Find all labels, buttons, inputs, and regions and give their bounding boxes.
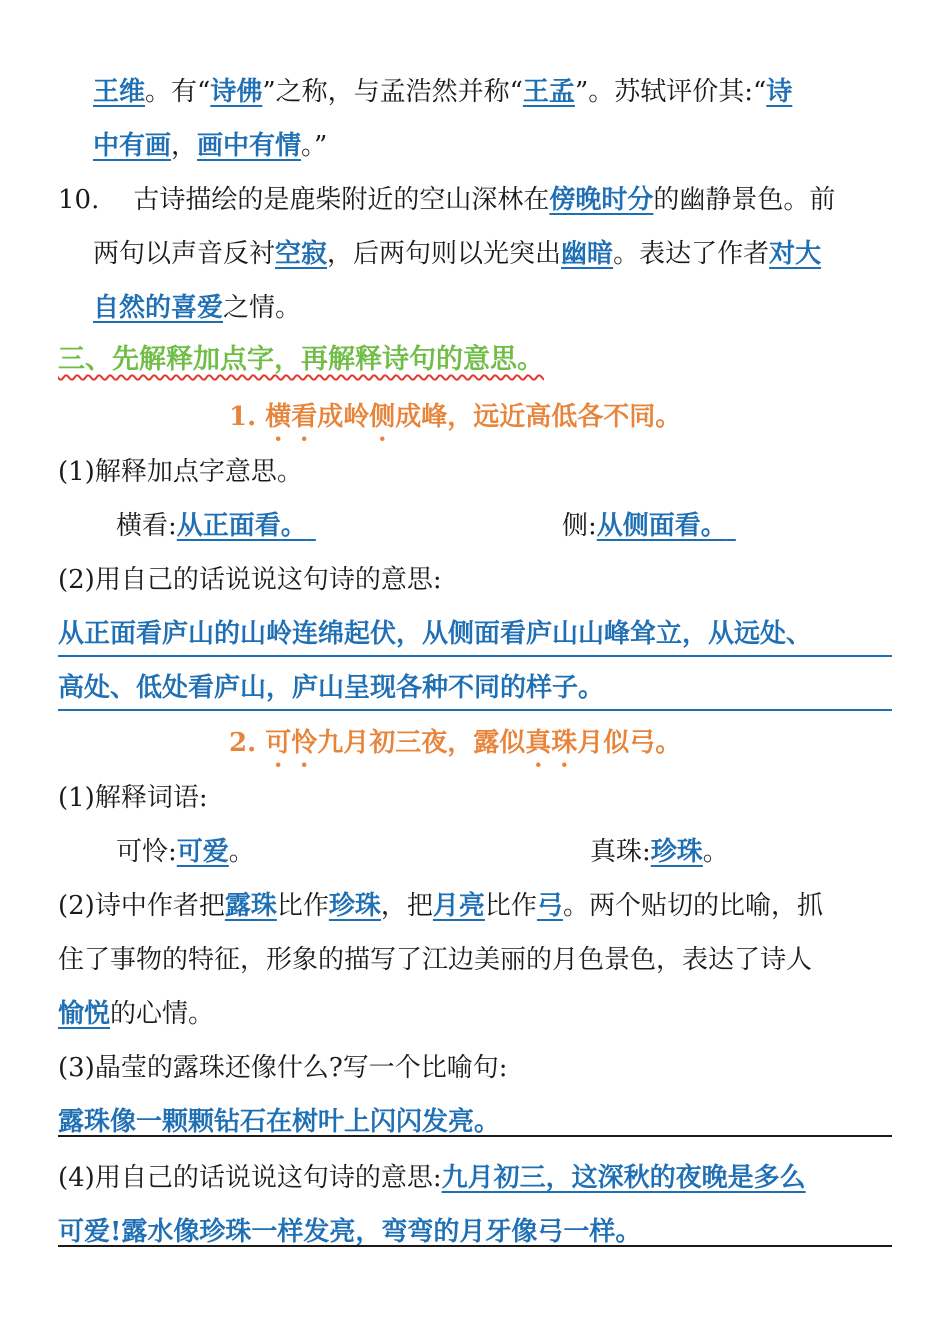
answer-yueliang: 月亮: [432, 891, 485, 921]
q1-sub2: (2)用自己的话说说这句诗的意思:: [58, 565, 442, 595]
answer-bangwan: 傍晚时分: [549, 185, 654, 215]
answer-jiuyue: 九月初三，这深秋的夜晚是多么: [441, 1163, 806, 1193]
q2-word2: 真珠:珍珠。: [590, 837, 729, 867]
q2-sub4-line1: (4)用自己的话说说这句诗的意思:九月初三，这深秋的夜晚是多么: [58, 1163, 806, 1193]
answer-yuyue: 愉悦: [58, 999, 111, 1029]
answer-kelian: 可爱: [176, 837, 229, 867]
q2-sub4-line2: 可爱!露水像珍珠一样发亮，弯弯的月牙像弓一样。: [58, 1217, 642, 1247]
answer-shi: 诗: [766, 77, 793, 107]
answer-zhenzhu: 珍珠: [650, 837, 703, 867]
answer-underline: [58, 1245, 892, 1247]
q2-sub2-line2: 住了事物的特征，形象的描写了江边美丽的月色景色，表达了诗人: [58, 945, 813, 975]
q2-sub1: (1)解释词语:: [58, 783, 208, 813]
answer-shifo: 诗佛: [210, 77, 263, 107]
answer-zhenzhu2: 珍珠: [328, 891, 381, 921]
q1-answer-line1: 从正面看庐山的山岭连绵起伏，从侧面看庐山山峰耸立，从远处、: [58, 619, 813, 649]
answer-luzhu: 露珠: [224, 891, 277, 921]
q1-sub1: (1)解释加点字意思。: [58, 457, 303, 487]
q1-word2: 侧:从侧面看。: [562, 511, 727, 541]
item10-line1: 10. 古诗描绘的是鹿柴附近的空山深林在傍晚时分的幽静景色。前: [58, 185, 836, 215]
answer-wangmeng: 王孟: [522, 77, 575, 107]
answer-wangwei: 王维: [93, 77, 146, 107]
item9-line2: 中有画，画中有情。”: [93, 131, 328, 161]
answer-youan: 幽暗: [561, 239, 614, 269]
q2-sub3-answer: 露珠像一颗颗钻石在树叶上闪闪发亮。: [58, 1107, 501, 1137]
q2-poem-line: 2. 可怜九月初三夜，露似真珠月似弓。: [229, 728, 682, 758]
answer-hengkan: 从正面看。: [176, 511, 307, 541]
item10-line2: 两句以声音反衬空寂，后两句则以光突出幽暗。表达了作者对大: [93, 239, 822, 269]
answer-underline: [58, 1135, 892, 1137]
answer-ziran-xiai: 自然的喜爱: [93, 293, 224, 323]
answer-ce: 从侧面看。: [596, 511, 727, 541]
q1-answer-line2: 高处、低处看庐山，庐山呈现各种不同的样子。: [58, 673, 605, 703]
section-heading: 三、先解释加点字，再解释诗句的意思。: [58, 344, 544, 375]
item9-line1: 王维。有“诗佛”之称，与孟浩然并称“王孟”。苏轼评价其:“诗: [93, 77, 793, 107]
answer-shi-zhong-you-hua: 中有画: [93, 131, 172, 161]
answer-kongji: 空寂: [275, 239, 328, 269]
q2-sub2-line3: 愉悦的心情。: [58, 999, 215, 1029]
answer-underline: [58, 655, 892, 657]
q2-sub3: (3)晶莹的露珠还像什么?写一个比喻句:: [58, 1053, 508, 1083]
item10-number: 10.: [58, 185, 100, 215]
answer-dui-da: 对大: [769, 239, 822, 269]
answer-hua-zhong-you-qing: 画中有情: [197, 131, 302, 161]
answer-underline: [58, 709, 892, 711]
q1-word1: 横看:从正面看。: [116, 511, 307, 541]
q2-word1: 可怜:可爱。: [116, 837, 255, 867]
q2-sub2-line1: (2)诗中作者把露珠比作珍珠，把月亮比作弓。两个贴切的比喻，抓: [58, 891, 823, 921]
answer-gong: 弓: [536, 891, 563, 921]
q1-poem-line: 1. 横看成岭侧成峰，远近高低各不同。: [229, 402, 682, 432]
item10-line3: 自然的喜爱之情。: [93, 293, 302, 323]
